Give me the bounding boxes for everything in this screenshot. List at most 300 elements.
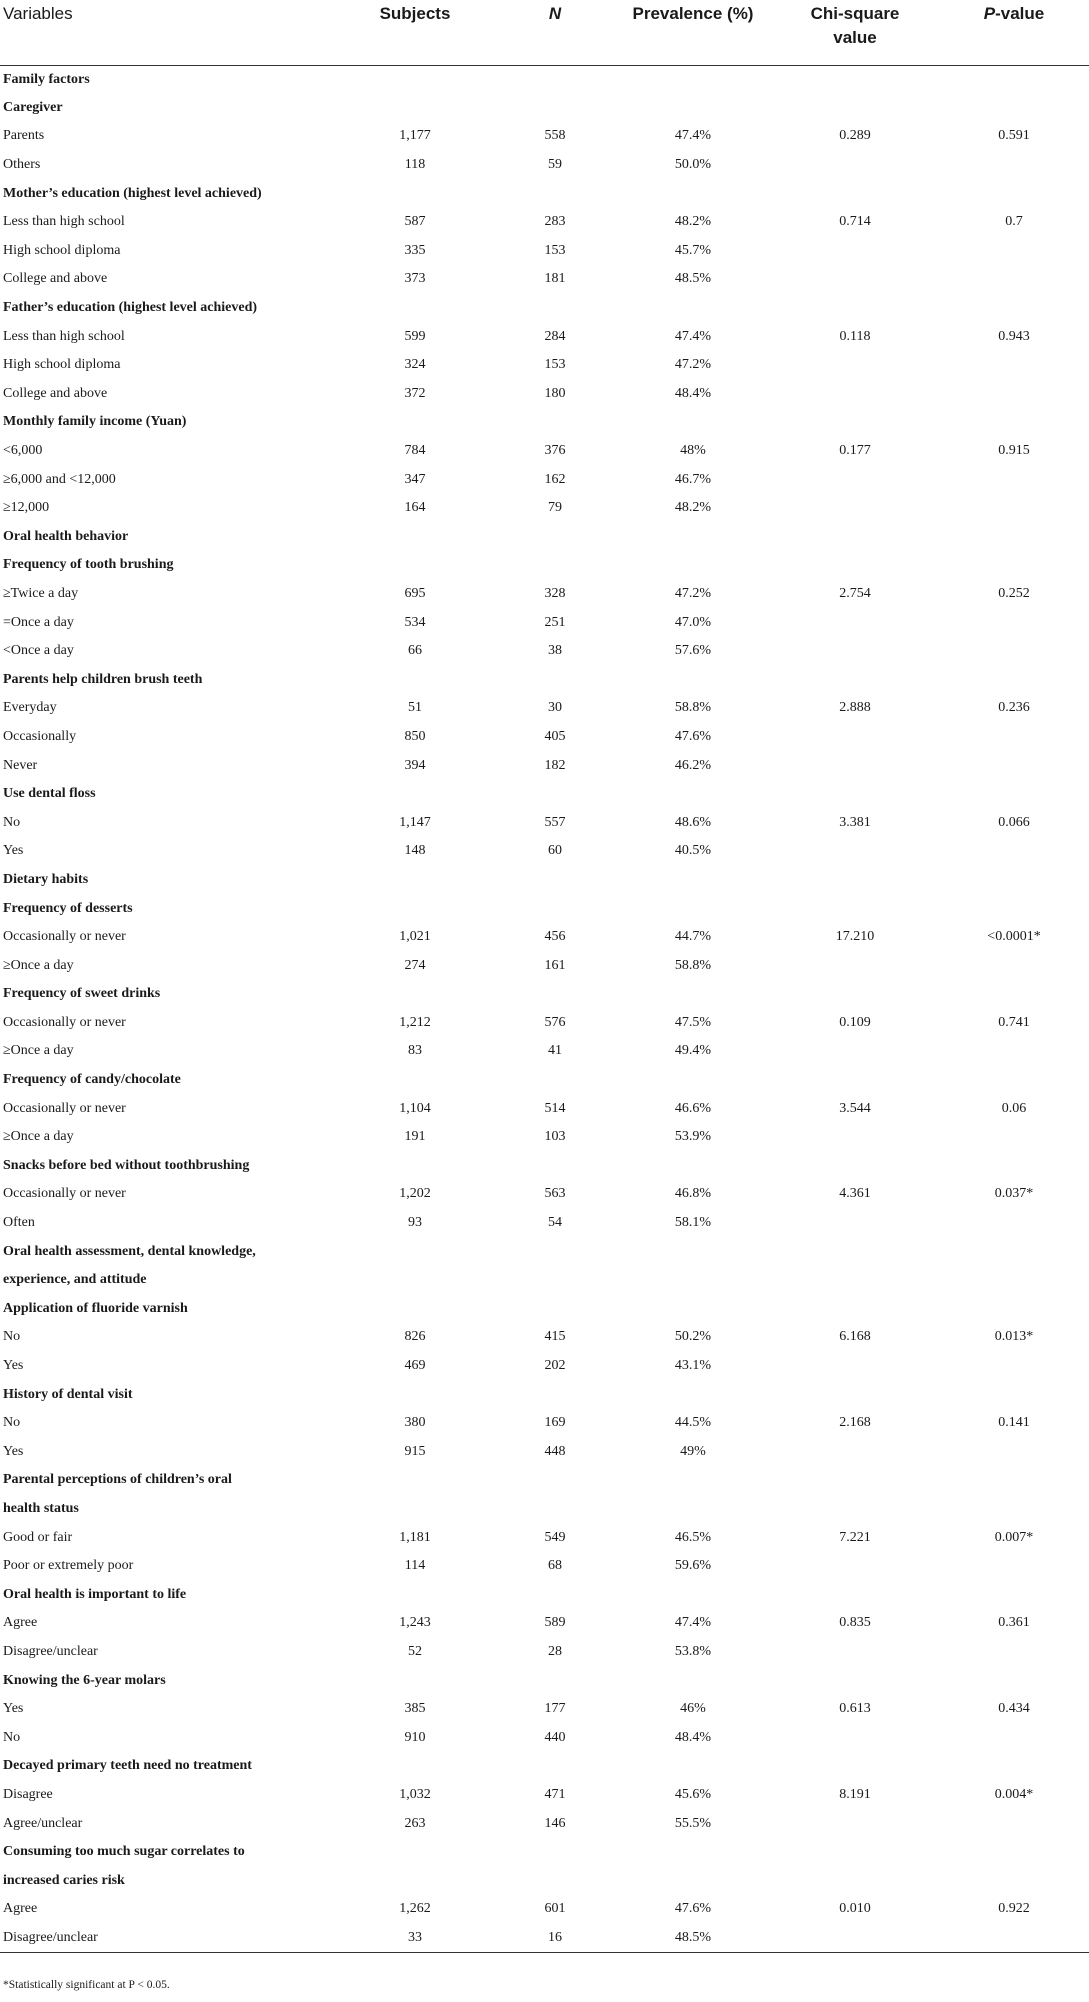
n-cell: [495, 408, 615, 437]
subjects-cell: 380: [404, 1415, 426, 1431]
subjects-cell: 469: [404, 1358, 426, 1374]
chi-square-cell: [771, 1123, 939, 1152]
prevalence-cell: 47.5%: [674, 1014, 712, 1030]
chi-square-cell: [771, 951, 939, 980]
variable-label: Yes: [3, 1358, 24, 1374]
prevalence-cell: 43.1%: [674, 1358, 712, 1374]
variable-label: Caregiver: [3, 99, 63, 115]
prevalence-cell: 47.6%: [674, 1901, 712, 1917]
variable-label: Snacks before bed without toothbrushing: [3, 1157, 250, 1173]
subjects-cell: 33: [335, 1924, 495, 1953]
subjects-cell: 394: [404, 757, 426, 773]
table-row: [0, 1323, 1089, 1352]
p-value-cell: [939, 1438, 1089, 1467]
prevalence-cell: 58.8%: [674, 957, 712, 973]
table-row: [0, 1209, 1089, 1238]
n-cell: [495, 1066, 615, 1095]
subjects-cell: 1,262: [399, 1901, 431, 1917]
chi-square-cell: 0.289: [839, 128, 871, 144]
p-value-cell: [939, 951, 1089, 980]
n-cell: 169: [544, 1415, 566, 1431]
chi-square-cell: [771, 1066, 939, 1095]
variable-label: Occasionally or never: [3, 929, 126, 945]
prevalence-cell: 44.5%: [674, 1415, 712, 1431]
variable-label: ≥Once a day: [3, 1129, 74, 1145]
n-cell: [495, 94, 615, 123]
chi-square-cell: [771, 408, 939, 437]
subjects-cell: 1,212: [399, 1014, 431, 1030]
variable-label: health status: [3, 1500, 79, 1516]
variable-label: Application of fluoride varnish: [3, 1300, 188, 1316]
variable-label: High school diploma: [3, 357, 121, 373]
variable-label: Father’s education (highest level achieved): [3, 300, 258, 316]
n-cell: [495, 866, 615, 895]
section-heading-row: [0, 1266, 1089, 1295]
p-value-cell: [939, 1666, 1089, 1695]
subjects-cell: [335, 1466, 495, 1495]
table-row: [0, 1781, 1089, 1810]
subjects-cell: [335, 980, 495, 1009]
subjects-cell: 910: [404, 1729, 426, 1745]
p-value-cell: 0.037*: [994, 1186, 1034, 1202]
subjects-cell: 534: [404, 614, 426, 630]
variable-label: Use dental floss: [3, 786, 96, 802]
p-value-cell: 0.013*: [994, 1329, 1034, 1345]
subheading-row: [0, 294, 1089, 323]
chi-square-cell: [771, 751, 939, 780]
header-p-value: [939, 0, 1089, 65]
subjects-cell: 850: [404, 728, 426, 744]
prevalence-cell: 46.5%: [674, 1529, 712, 1545]
subjects-cell: 83: [408, 1043, 422, 1059]
variable-label: Good or fair: [3, 1529, 73, 1545]
variable-label: No: [3, 1329, 21, 1345]
prevalence-cell: [615, 65, 771, 94]
chi-square-cell: 0.714: [839, 214, 871, 230]
p-value-cell: [939, 179, 1089, 208]
variable-label: Decayed primary teeth need no treatment: [3, 1758, 252, 1774]
n-cell: [495, 294, 615, 323]
chi-square-cell: [771, 1723, 939, 1752]
subheading-row: [0, 780, 1089, 809]
table-row: [0, 608, 1089, 637]
prevalence-cell: [615, 94, 771, 123]
variable-label: High school diploma: [3, 242, 121, 258]
prevalence-cell: 46%: [680, 1701, 706, 1717]
variable-label: College and above: [3, 271, 108, 287]
variable-label: Occasionally or never: [3, 1100, 126, 1116]
variable-label: Often: [3, 1215, 35, 1231]
subjects-cell: 385: [404, 1701, 426, 1717]
chi-square-cell: [771, 1237, 939, 1266]
n-cell: 514: [544, 1100, 566, 1116]
prevalence-cell: [615, 1152, 771, 1181]
prevalence-cell: 59.6%: [674, 1558, 712, 1574]
chi-square-cell: [771, 1752, 939, 1781]
subjects-cell: 599: [404, 328, 426, 344]
subheading-row: [0, 1295, 1089, 1324]
p-value-cell: [939, 980, 1089, 1009]
chi-square-cell: [771, 1266, 939, 1295]
n-cell: 405: [544, 728, 566, 744]
table-row: [0, 580, 1089, 609]
table-row: [0, 437, 1089, 466]
prevalence-cell: [615, 1266, 771, 1295]
prevalence-cell: 53.8%: [674, 1643, 712, 1659]
n-cell: 28: [548, 1643, 562, 1659]
table-row: [0, 1123, 1089, 1152]
table-row: [0, 637, 1089, 666]
subjects-cell: [335, 294, 495, 323]
chi-square-cell: 3.381: [839, 814, 871, 830]
subheading-row: [0, 980, 1089, 1009]
subjects-cell: 263: [404, 1815, 426, 1831]
p-value-cell: [939, 94, 1089, 123]
variable-label: Parents help children brush teeth: [3, 671, 203, 687]
p-value-cell: [939, 894, 1089, 923]
n-cell: 59: [548, 157, 562, 173]
subjects-cell: [335, 551, 495, 580]
p-value-cell: [939, 780, 1089, 809]
chi-square-cell: 0.010: [839, 1901, 871, 1917]
p-value-cell: [939, 294, 1089, 323]
prevalence-cell: 45.7%: [674, 242, 712, 258]
chi-square-cell: [771, 94, 939, 123]
p-value-cell: [939, 866, 1089, 895]
prevalence-cell: 48.2%: [674, 214, 712, 230]
subjects-cell: 164: [404, 500, 426, 516]
chi-square-cell: [771, 1380, 939, 1409]
prevalence-cell: 48.4%: [674, 385, 712, 401]
n-cell: 146: [544, 1815, 566, 1831]
variable-label: Disagree: [3, 1786, 53, 1802]
subjects-cell: [335, 780, 495, 809]
subjects-cell: 372: [404, 385, 426, 401]
header-subjects: Subjects: [335, 0, 495, 65]
p-value-cell: [939, 637, 1089, 666]
n-cell: [495, 1666, 615, 1695]
variable-label: Never: [3, 757, 38, 773]
p-value-cell: [939, 265, 1089, 294]
subjects-cell: [335, 1838, 495, 1867]
variable-label: ≥Once a day: [3, 957, 74, 973]
footnote: *Statistically significant at P < 0.05.: [3, 1979, 170, 1991]
n-cell: 54: [548, 1215, 562, 1231]
n-cell: 153: [544, 357, 566, 373]
variable-label: Occasionally: [3, 728, 77, 744]
subheading-row: [0, 1495, 1089, 1524]
chi-square-cell: 6.168: [839, 1329, 871, 1345]
chi-square-cell: [771, 780, 939, 809]
variable-label: College and above: [3, 385, 108, 401]
prevalence-cell: 46.7%: [674, 471, 712, 487]
prevalence-cell: 47.0%: [674, 614, 712, 630]
p-value-cell: 0.943: [998, 328, 1030, 344]
chi-square-cell: [771, 380, 939, 409]
table-row: [0, 1009, 1089, 1038]
table-body: [0, 65, 1089, 1952]
n-cell: 549: [544, 1529, 566, 1545]
subjects-cell: 1,021: [399, 929, 431, 945]
p-value-cell: [939, 1266, 1089, 1295]
n-cell: 153: [544, 242, 566, 258]
table-row: [0, 1638, 1089, 1667]
subjects-cell: 695: [404, 585, 426, 601]
table-row: [0, 694, 1089, 723]
subjects-cell: [335, 665, 495, 694]
prevalence-cell: 49.4%: [674, 1043, 712, 1059]
subjects-cell: 66: [408, 643, 422, 659]
prevalence-cell: 47.2%: [674, 585, 712, 601]
chi-square-cell: 0.177: [839, 443, 871, 459]
variable-label: Knowing the 6-year molars: [3, 1672, 166, 1688]
chi-square-cell: [771, 494, 939, 523]
prevalence-cell: 46.8%: [674, 1186, 712, 1202]
n-cell: 563: [544, 1186, 566, 1202]
n-cell: [495, 523, 615, 552]
p-value-cell: [939, 1809, 1089, 1838]
chi-square-cell: [771, 980, 939, 1009]
n-cell: [495, 1237, 615, 1266]
p-value-cell: <0.0001*: [987, 929, 1041, 945]
prevalence-cell: [615, 1380, 771, 1409]
n-cell: 177: [544, 1701, 566, 1717]
prevalence-cell: [615, 294, 771, 323]
header-variables: Variables: [0, 0, 335, 65]
p-value-cell: 0.004*: [994, 1786, 1034, 1802]
chi-square-cell: [771, 265, 939, 294]
prevalence-cell: 48.4%: [674, 1729, 712, 1745]
n-cell: [495, 1838, 615, 1867]
n-cell: 589: [544, 1615, 566, 1631]
p-value-cell: [939, 751, 1089, 780]
p-value-cell: 0.141: [998, 1415, 1030, 1431]
table-row: [0, 1552, 1089, 1581]
p-value-cell: [939, 1237, 1089, 1266]
header-chi-square: [771, 0, 939, 65]
section-heading-row: [0, 65, 1089, 94]
prevalence-cell: 58.1%: [674, 1215, 712, 1231]
chi-square-cell: [771, 294, 939, 323]
n-cell: 38: [548, 643, 562, 659]
chi-square-cell: 0.109: [839, 1014, 871, 1030]
prevalence-cell: 45.6%: [674, 1786, 712, 1802]
prevalence-cell: [615, 1237, 771, 1266]
chi-square-cell: [771, 1466, 939, 1495]
p-value-cell: [939, 608, 1089, 637]
n-cell: 162: [544, 471, 566, 487]
n-cell: 415: [544, 1329, 566, 1345]
subjects-cell: 587: [404, 214, 426, 230]
table-row: [0, 1895, 1089, 1924]
header-prevalence: Prevalence (%): [615, 0, 771, 65]
subjects-cell: 148: [404, 843, 426, 859]
prevalence-cell: 50.2%: [674, 1329, 712, 1345]
chi-square-cell: [771, 608, 939, 637]
table-header: [0, 0, 1089, 65]
p-value-cell: [939, 1152, 1089, 1181]
variable-label: <Once a day: [3, 643, 74, 659]
variable-label: Occasionally or never: [3, 1186, 126, 1202]
variable-label: Frequency of candy/chocolate: [3, 1072, 181, 1088]
variable-label: Consuming too much sugar correlates to: [3, 1844, 245, 1860]
p-value-cell: [939, 523, 1089, 552]
variable-label: Less than high school: [3, 214, 125, 230]
subheading-row: [0, 1866, 1089, 1895]
table-row: [0, 923, 1089, 952]
chi-square-cell: 4.361: [839, 1186, 871, 1202]
subjects-cell: 373: [404, 271, 426, 287]
chi-square-cell: [771, 1495, 939, 1524]
chi-square-cell: [771, 1866, 939, 1895]
n-cell: 440: [544, 1729, 566, 1745]
n-cell: 283: [544, 214, 566, 230]
n-cell: 456: [544, 929, 566, 945]
prevalence-cell: 55.5%: [674, 1815, 712, 1831]
chi-square-cell: [771, 1552, 939, 1581]
variable-label: increased caries risk: [3, 1872, 125, 1888]
n-cell: 284: [544, 328, 566, 344]
variable-label: History of dental visit: [3, 1386, 133, 1402]
table-row: [0, 122, 1089, 151]
n-cell: 161: [544, 957, 566, 973]
prevalence-cell: 48.2%: [674, 500, 712, 516]
n-cell: [495, 1152, 615, 1181]
n-cell: [495, 980, 615, 1009]
variable-label: experience, and attitude: [3, 1272, 147, 1288]
chi-square-cell: [771, 894, 939, 923]
variable-label: ≥6,000 and <12,000: [3, 471, 116, 487]
p-value-cell: 0.591: [998, 128, 1030, 144]
table-row: [0, 380, 1089, 409]
n-cell: [495, 1295, 615, 1324]
prevalence-cell: [615, 1466, 771, 1495]
variable-label: ≥Once a day: [3, 1043, 74, 1059]
p-value-cell: [939, 1580, 1089, 1609]
chi-square-cell: [771, 1638, 939, 1667]
prevalence-cell: [615, 1066, 771, 1095]
n-cell: 557: [544, 814, 566, 830]
chi-square-cell: [771, 151, 939, 180]
prevalence-cell: [615, 551, 771, 580]
n-cell: 41: [548, 1043, 562, 1059]
p-value-cell: [939, 1380, 1089, 1409]
variable-label: Less than high school: [3, 328, 125, 344]
subjects-cell: 335: [404, 242, 426, 258]
n-cell: 68: [548, 1558, 562, 1574]
n-cell: 16: [495, 1924, 615, 1953]
n-cell: [495, 1580, 615, 1609]
prevalence-cell: 47.4%: [674, 128, 712, 144]
p-value-cell: [939, 1466, 1089, 1495]
chi-square-cell: [771, 1666, 939, 1695]
subheading-row: [0, 665, 1089, 694]
chi-square-cell: [771, 1438, 939, 1467]
variable-label: Oral health is important to life: [3, 1586, 187, 1602]
n-cell: [495, 780, 615, 809]
table-row: [0, 1037, 1089, 1066]
header-p-rest: -value: [995, 4, 1045, 23]
subheading-row: [0, 1838, 1089, 1867]
p-value-cell: [939, 1723, 1089, 1752]
variable-label: Dietary habits: [3, 871, 89, 887]
n-cell: 471: [544, 1786, 566, 1802]
n-cell: [495, 179, 615, 208]
prevalence-cell: 47.4%: [674, 1615, 712, 1631]
prevalence-cell: [615, 1295, 771, 1324]
subjects-cell: 114: [404, 1558, 426, 1574]
n-cell: 182: [544, 757, 566, 773]
table-row: [0, 1609, 1089, 1638]
prevalence-cell: [615, 1752, 771, 1781]
subjects-cell: 1,032: [399, 1786, 431, 1802]
table-row: [0, 265, 1089, 294]
p-value-cell: [939, 151, 1089, 180]
p-value-cell: 0.361: [998, 1615, 1030, 1631]
variable-label: Frequency of tooth brushing: [3, 557, 174, 573]
chi-square-cell: 0.118: [839, 328, 871, 344]
chi-square-cell: [771, 237, 939, 266]
table-row: [0, 723, 1089, 752]
prevalence-cell: 49%: [680, 1443, 706, 1459]
variable-label: Oral health behavior: [3, 528, 129, 544]
subheading-row: [0, 1752, 1089, 1781]
subjects-cell: 347: [404, 471, 426, 487]
subjects-cell: 1,147: [399, 814, 431, 830]
variable-label: Yes: [3, 843, 24, 859]
n-cell: 328: [544, 585, 566, 601]
prevalence-cell: 47.6%: [674, 728, 712, 744]
variable-label: Agree: [3, 1615, 38, 1631]
n-cell: [495, 1466, 615, 1495]
variable-label: Yes: [3, 1701, 24, 1717]
table-row: [0, 322, 1089, 351]
table-row: [0, 1723, 1089, 1752]
prevalence-cell: [615, 894, 771, 923]
chi-square-cell: [771, 637, 939, 666]
p-value-cell: [939, 551, 1089, 580]
subjects-cell: 51: [408, 700, 422, 716]
chi-square-cell: 3.544: [839, 1100, 871, 1116]
table-row: [0, 494, 1089, 523]
p-value-cell: [939, 1123, 1089, 1152]
subheading-row: [0, 551, 1089, 580]
chi-square-cell: [771, 665, 939, 694]
table-row: [0, 1180, 1089, 1209]
n-cell: 448: [544, 1443, 566, 1459]
n-cell: [495, 551, 615, 580]
chi-square-cell: [771, 1838, 939, 1867]
table-row: [0, 808, 1089, 837]
subjects-cell: 324: [404, 357, 426, 373]
n-cell: [495, 1866, 615, 1895]
subheading-row: [0, 1066, 1089, 1095]
prevalence-cell: 47.2%: [674, 357, 712, 373]
header-chi-line1: Chi-square: [810, 4, 900, 23]
chi-square-cell: 17.210: [835, 929, 875, 945]
n-cell: 79: [548, 500, 562, 516]
p-value-cell: [939, 1552, 1089, 1581]
p-value-cell: [939, 1209, 1089, 1238]
chi-square-cell: [771, 723, 939, 752]
subjects-cell: 93: [408, 1215, 422, 1231]
table-row: [0, 1094, 1089, 1123]
table-row: [0, 151, 1089, 180]
n-cell: 60: [548, 843, 562, 859]
table-row: [0, 1409, 1089, 1438]
p-value-cell: [939, 1866, 1089, 1895]
subjects-cell: [335, 1580, 495, 1609]
